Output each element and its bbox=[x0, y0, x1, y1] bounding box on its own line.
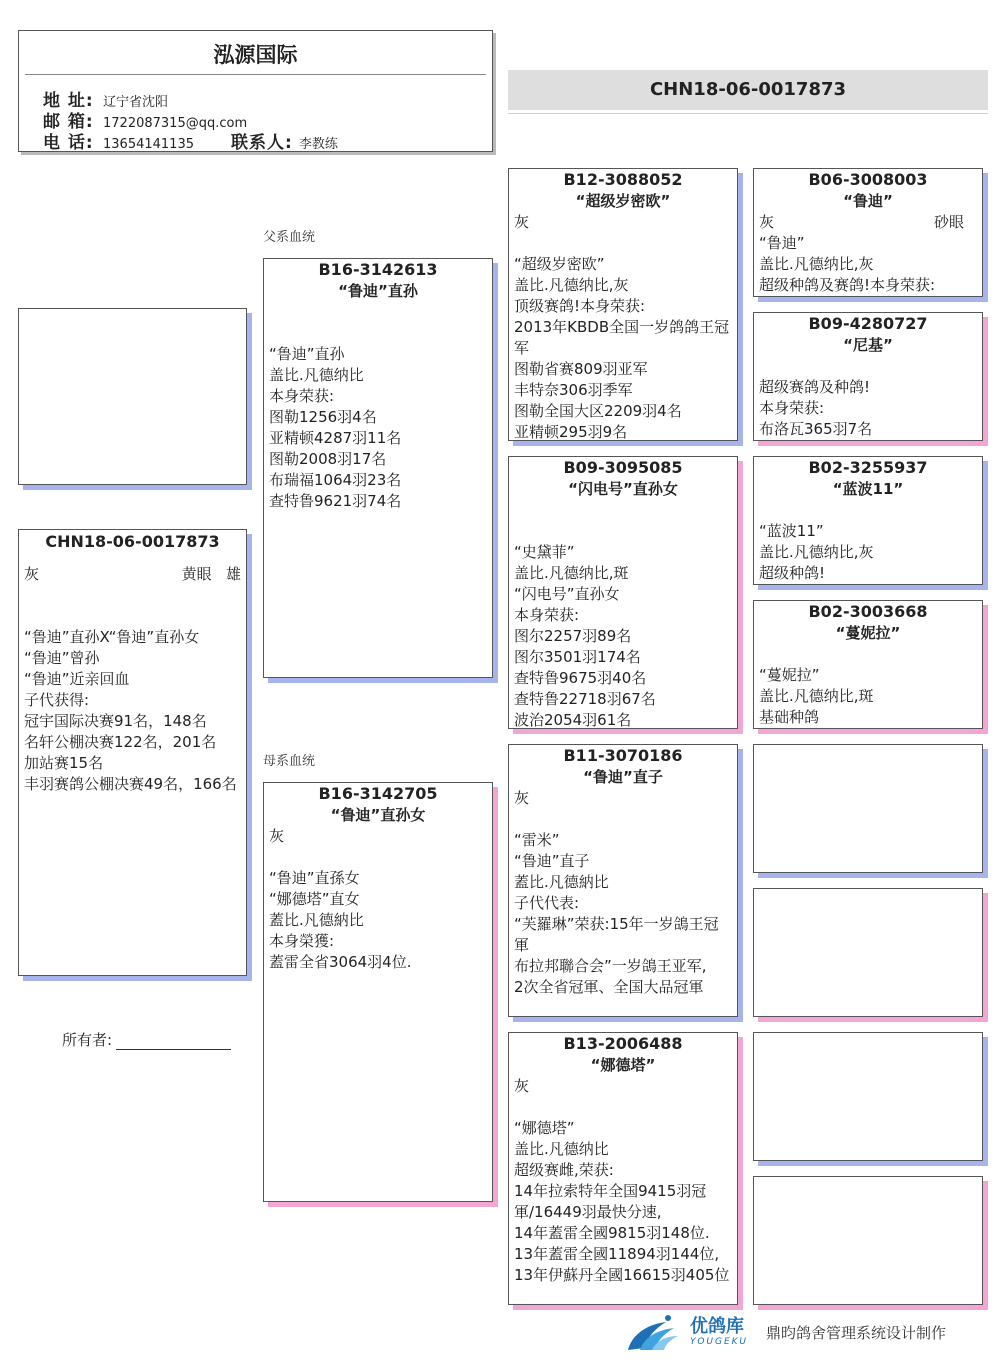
dam-sire-ring-number: B11-3070186 bbox=[563, 746, 683, 765]
address-label: 地 址: bbox=[43, 91, 94, 111]
phone-value: 13654141135 bbox=[103, 137, 194, 152]
sss-name: “鲁迪” bbox=[843, 192, 893, 210]
sire-sire-description: “超级岁密欧” 盖比.凡德纳比,灰 顶级赛鸽!本身荣获: 2013年KBDB全国一岁鸽鸽王冠军 图勒省赛809羽亚军 丰特奈306羽季军 图勒全国大区2209羽4名 亚精顿295羽9名 bbox=[514, 255, 730, 441]
subject-pigeon-card bbox=[18, 529, 247, 976]
sss-eye: 砂眼 bbox=[933, 213, 964, 231]
dam-sire-description: “雷米” “鲁迪”直子 蓋比.凡德納比 子代代表: “芙羅琳”荣获:15年一岁鴿王冠軍 布拉邦聯合会”一岁鴿王亚军, 2次全省冠軍、全国大品冠軍 bbox=[514, 831, 719, 996]
sdd-ring-number: B02-3003668 bbox=[808, 602, 928, 621]
dam-sire-dam-card bbox=[753, 888, 983, 1017]
owner-signature-line[interactable] bbox=[116, 1034, 231, 1050]
sdd-description: “蔓妮拉” 盖比.凡德纳比,斑 基础种鸽 bbox=[759, 666, 874, 726]
brand-swirl-icon bbox=[622, 1310, 682, 1354]
owner-label: 所有者: bbox=[62, 1031, 113, 1049]
dam-name: “鲁迪”直孙女 bbox=[330, 806, 426, 824]
owner-field bbox=[62, 1029, 231, 1050]
sds-name: “蓝波11” bbox=[832, 480, 904, 498]
ring-number-banner: CHN18-06-0017873 bbox=[508, 70, 988, 110]
sire-dam-name: “闪电号”直孙女 bbox=[568, 480, 678, 498]
brand-name-en: YOUGEKU bbox=[690, 1337, 749, 1347]
sire-card bbox=[263, 258, 493, 678]
dam-dam-color: 灰 bbox=[514, 1077, 530, 1095]
email-label: 邮 箱: bbox=[43, 112, 94, 132]
sire-sire-card bbox=[508, 168, 738, 441]
dam-dam-card bbox=[508, 1032, 738, 1305]
sdd-name: “蔓妮拉” bbox=[835, 624, 901, 642]
sire-name: “鲁迪”直孙 bbox=[338, 282, 418, 300]
dam-description: “鲁迪”直孫女 “娜德塔”直女 蓋比.凡德納比 本身榮獲: 蓋雷全省3064羽4位. bbox=[269, 869, 412, 971]
sire-sire-color: 灰 bbox=[514, 213, 530, 231]
dam-dam-description: “娜德塔” 盖比.凡德纳比 超级赛雌,荣获: 14年拉索特年全国9415羽冠軍/16449羽最快分速, 14年蓋雷全國9815羽148位. 13年蓋雷全國11894羽144位, 13年伊蘇丹全國16615羽405位 bbox=[514, 1119, 730, 1284]
dam-dam-ring-number: B13-2006488 bbox=[563, 1034, 683, 1053]
loft-header-card bbox=[18, 30, 493, 152]
dam-card bbox=[263, 782, 493, 1202]
contact-label: 联系人: bbox=[231, 133, 293, 153]
brand-name-cn: 优鸽库 bbox=[690, 1316, 744, 1337]
sss-color: 灰 bbox=[759, 213, 775, 231]
subject-traits bbox=[19, 564, 246, 585]
sire-sire-ring-number: B12-3088052 bbox=[563, 170, 683, 189]
footer-credit bbox=[622, 1308, 982, 1356]
dam-sire-name: “鲁迪”直子 bbox=[583, 768, 663, 786]
sire-dam-description: “史黛菲” 盖比.凡德纳比,斑 “闪电号”直孙女 本身荣获: 图尔2257羽89名 图尔3501羽174名 查特鲁9675羽40名 查特鲁22718羽67名 波治2054羽61名 bbox=[514, 543, 656, 729]
dam-sire-sire-card bbox=[753, 744, 983, 873]
pigeon-photo-frame bbox=[18, 308, 247, 485]
dam-sire-card bbox=[508, 744, 738, 1017]
sire-ring-number: B16-3142613 bbox=[318, 260, 438, 279]
sire-dam-card bbox=[508, 456, 738, 729]
sire-dam-sire-card bbox=[753, 456, 983, 585]
sss-traits bbox=[754, 212, 982, 233]
ssd-ring-number: B09-4280727 bbox=[808, 314, 928, 333]
banner-underline bbox=[508, 113, 988, 114]
sire-dam-ring-number: B09-3095085 bbox=[563, 458, 683, 477]
credit-text: 鼎昀鸽舍管理系统设计制作 bbox=[766, 1323, 947, 1342]
header-divider bbox=[25, 74, 486, 75]
dam-dam-sire-card bbox=[753, 1032, 983, 1161]
sire-dam-dam-card bbox=[753, 600, 983, 729]
sss-description: “鲁迪” 盖比.凡德纳比,灰 超级种鸽及赛鸽!本身荣获: bbox=[759, 234, 936, 294]
sire-sire-sire-card bbox=[753, 168, 983, 297]
contact-value: 李教练 bbox=[298, 137, 338, 152]
sds-description: “蓝波11” 盖比.凡德纳比,灰 超级种鸽! bbox=[759, 522, 874, 582]
dam-color: 灰 bbox=[269, 827, 285, 845]
subject-description: “鲁迪”直孙X“鲁迪”直孙女 “鲁迪”曾孙 “鲁迪”近亲回血 子代获得: 冠宇国际决赛91名，148名 名轩公棚决赛122名，201名 加站赛15名 丰羽赛鸽公棚决赛49名，166名 bbox=[24, 628, 237, 793]
sss-ring-number: B06-3008003 bbox=[808, 170, 928, 189]
dam-dam-name: “娜德塔” bbox=[590, 1056, 656, 1074]
subject-color: 灰 bbox=[24, 565, 40, 583]
dam-dam-dam-card bbox=[753, 1176, 983, 1305]
address-value: 辽宁省沈阳 bbox=[103, 95, 169, 110]
sire-sire-dam-card bbox=[753, 312, 983, 441]
brand-logo-text bbox=[690, 1317, 748, 1347]
sire-line-label: 父系血统 bbox=[263, 230, 316, 245]
dam-sire-color: 灰 bbox=[514, 789, 530, 807]
ssd-description: 超级赛鸽及种鸽! 本身荣获: 布洛瓦365羽7名 bbox=[759, 378, 873, 438]
sire-description: “鲁迪”直孙 盖比.凡德纳比 本身荣获: 图勒1256羽4名 亚精顿4287羽11名 图勒2008羽17名 布瑞福1064羽23名 查特鲁9621羽74名 bbox=[269, 345, 402, 510]
ssd-name: “尼基” bbox=[843, 336, 893, 354]
loft-title: 泓源国际 bbox=[213, 43, 298, 67]
subject-eye: 黄眼 bbox=[181, 565, 212, 583]
phone-row bbox=[43, 128, 338, 153]
dam-line-label: 母系血统 bbox=[263, 754, 316, 769]
sire-sire-name: “超级岁密欧” bbox=[575, 192, 671, 210]
dam-ring-number: B16-3142705 bbox=[318, 784, 438, 803]
email-value: 1722087315@qq.com bbox=[103, 116, 248, 131]
phone-label: 电 话: bbox=[43, 133, 94, 153]
subject-sex: 雄 bbox=[225, 565, 241, 583]
subject-ring-number: CHN18-06-0017873 bbox=[45, 532, 220, 551]
sds-ring-number: B02-3255937 bbox=[808, 458, 928, 477]
